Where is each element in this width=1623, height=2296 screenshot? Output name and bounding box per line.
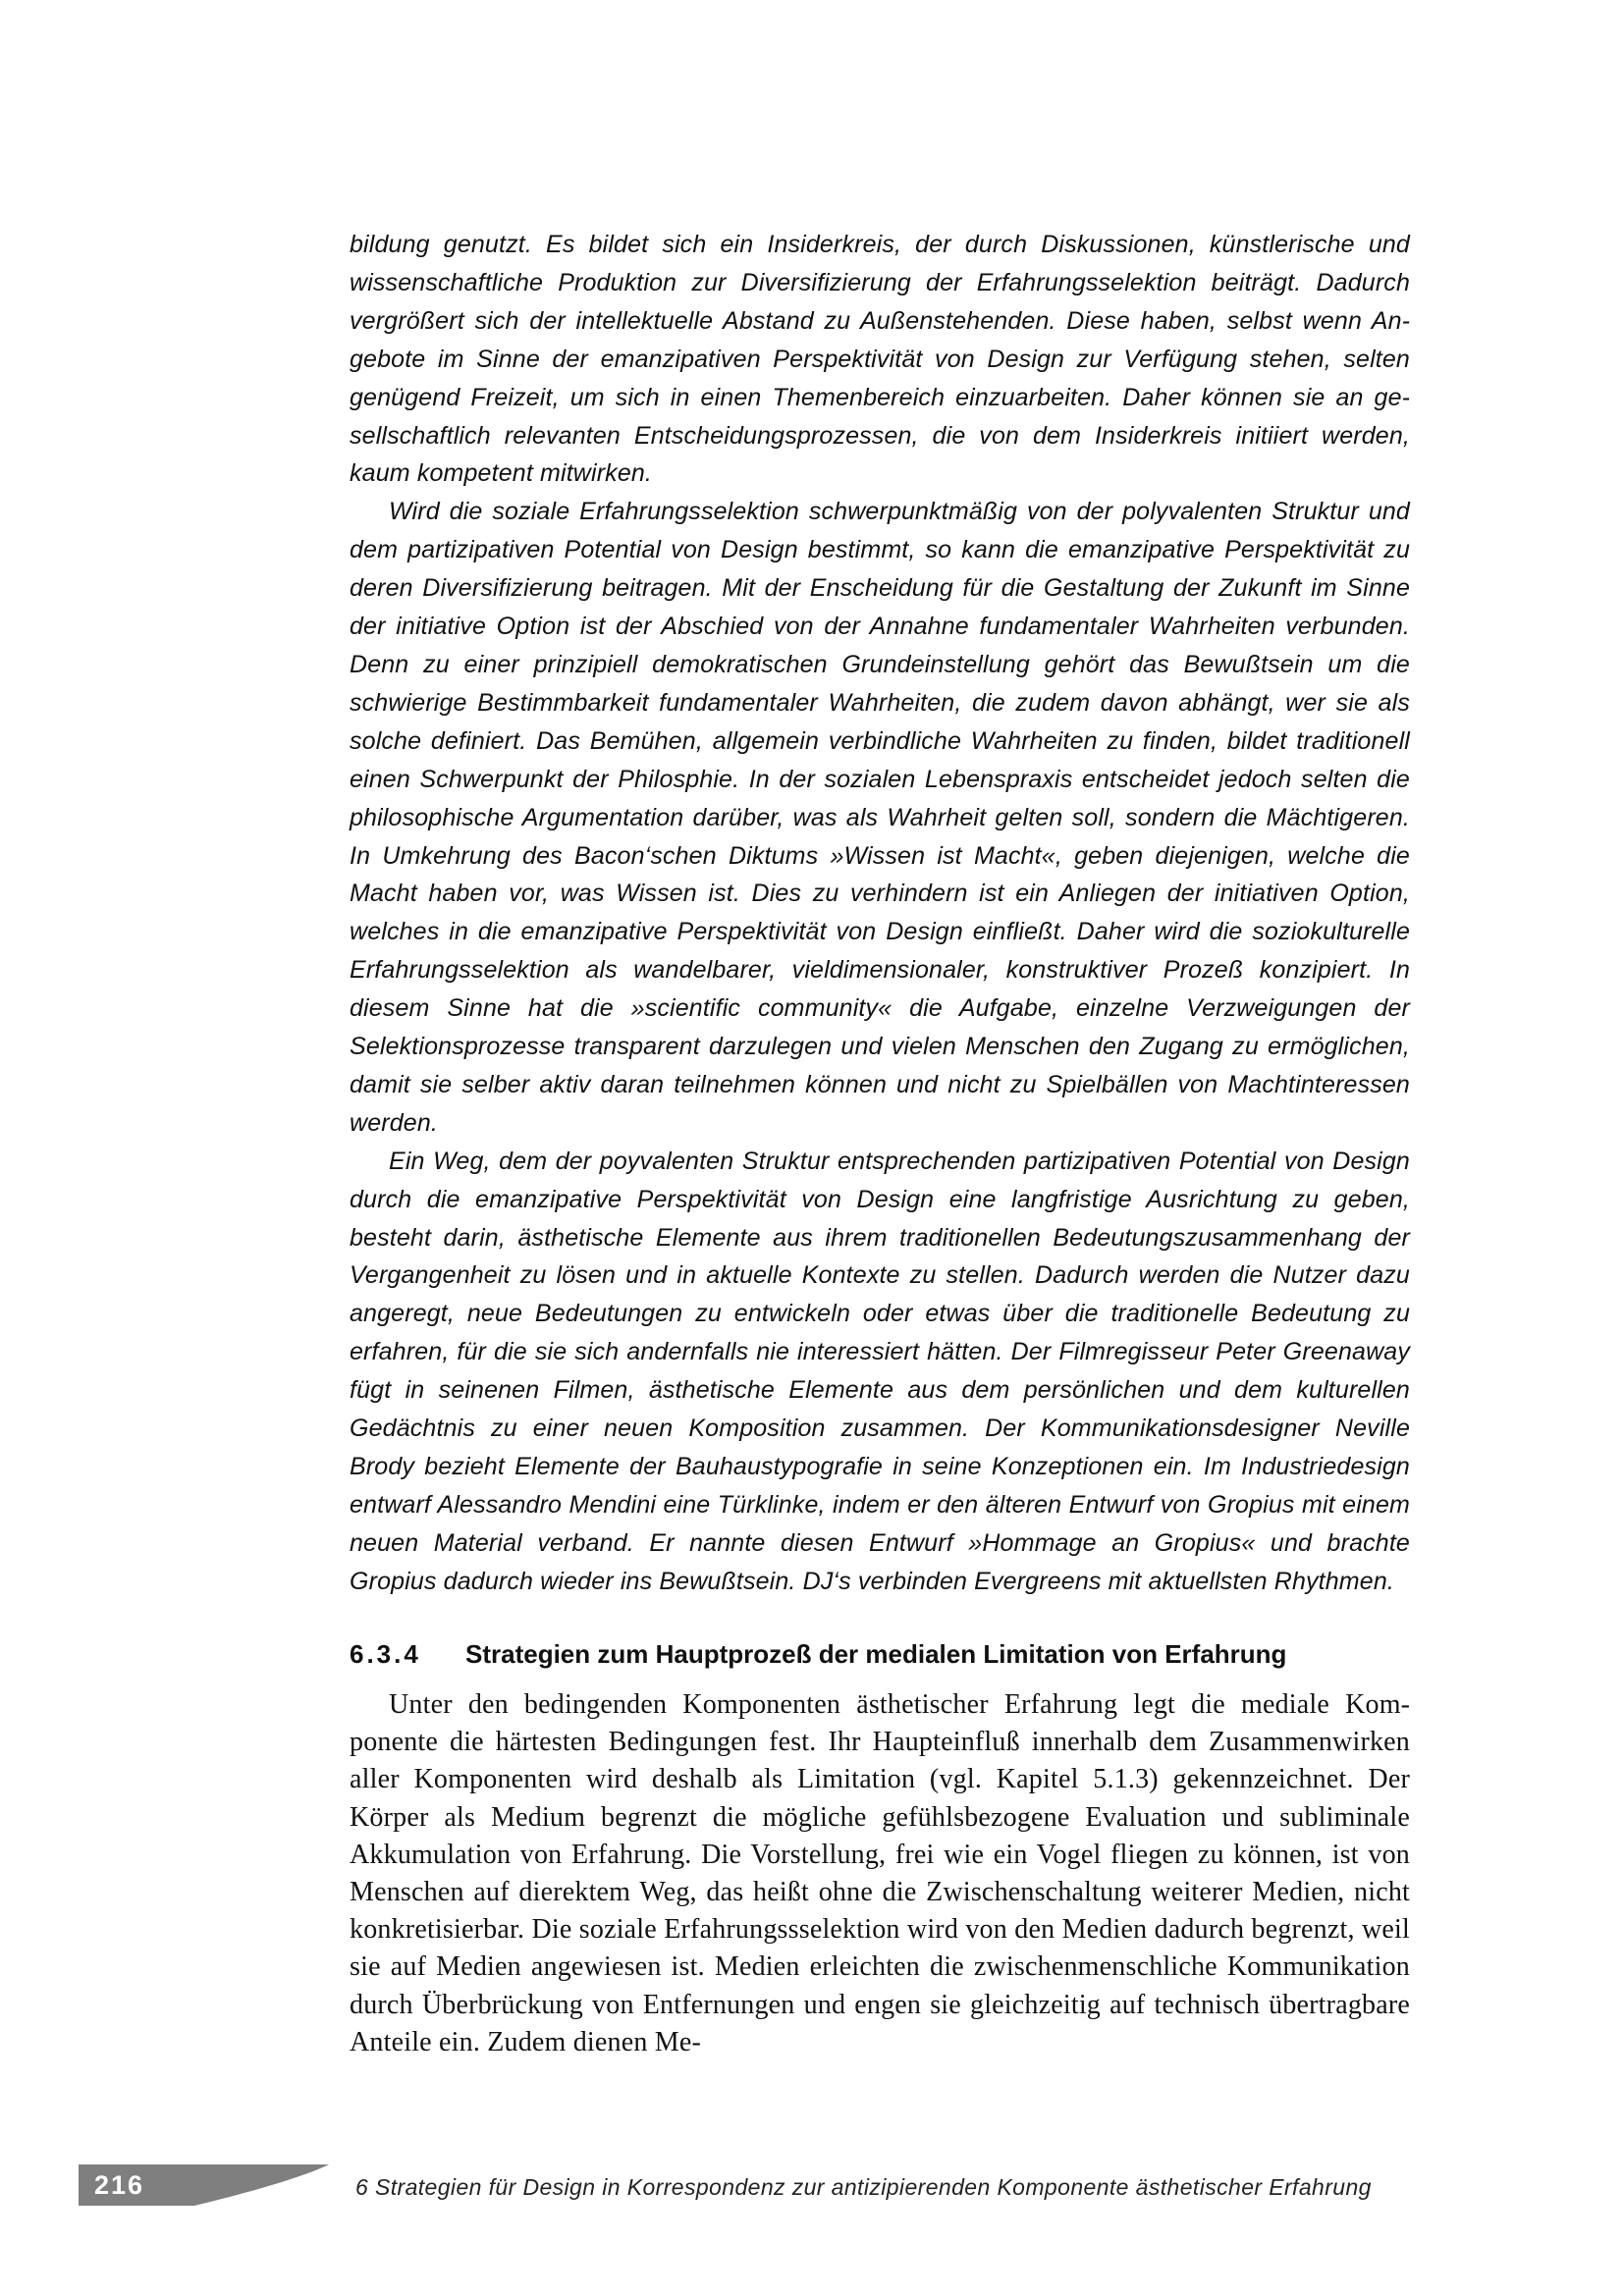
paragraph-continuation: bildung genutzt. Es bildet sich ein Insiderkreis, der durch Diskussionen, künstlerische und wissenschaftliche Produktion zur Diversifizierung der Erfahrungsselektion beiträgt. Dadurch vergrößert sich der intellektuelle Abstand zu Außenstehenden. Diese haben, selbst wenn Angebote im Sinne der emanzipativen Perspektivität von Design zur Verfügung stehen, selten genügend Freizeit, um sich in einen Themenbereich einzuarbeiten. Daher können sie an gesellschaftlich relevanten Entscheidungsprozessen, die von dem Insiderkreis initiiert werden, kaum kompetent mitwirken. <box>350 231 1410 488</box>
page-number: 216 <box>94 2170 145 2200</box>
paragraph-aesthetic-elements: Ein Weg, dem der poyvalenten Struktur entsprechenden partizipativen Potential von Design durch die emanzipative Perspektivität von Design eine langfristige Ausrichtung zu geben, besteht darin, ästhetische Elemente aus ihrem traditionellen Bedeutungszusammenhang der Vergangenheit zu lösen und in aktuelle Kontexte zu stellen. Dadurch werden die Nutzer dazu angeregt, neue Bedeutungen zu entwickeln oder etwas über die traditionelle Bedeutung zu erfahren, für die sie sich andernfalls nie interessiert hätten. Der Filmregisseur Peter Greenaway fügt in seinenen Filmen, ästhetische Elemente aus dem persönlichen und dem kulturellen Gedächtnis zu einer neuen Komposition zusammen. Der Kommunikationsdesigner Neville Brody bezieht Elemente der Bauhaustypografie in seine Konzeptionen ein. Im Industriedesign entwarf Alessandro Mendini eine Türklinke, indem er den älteren Entwurf von Gropius mit einem neuen Material verband. Er nannte diesen Entwurf »Hommage an Gropius« und brachte Gropius dadurch wieder ins Bewußtsein. DJ‘s verbinden Evergreens mit aktuellsten Rhythmen. <box>350 1147 1410 1595</box>
section-number: 6.3.4 <box>350 1639 421 1669</box>
running-footer-title: 6 Strategien für Design in Korrespondenz zur antizipierenden Komponente ästhetischer Erfahrung <box>355 2174 1372 2200</box>
italic-body-text <box>350 226 1410 1601</box>
section-heading <box>350 1637 1410 1671</box>
section-title: Strategien zum Hauptprozeß der medialen Limitation von Erfahrung <box>465 1639 1287 1669</box>
paragraph-media-limitation: Unter den bedingenden Komponenten ästhetischer Erfahrung legt die mediale Komponente die härtesten Bedingungen fest. Ihr Haupteinfluß innerhalb dem Zusammenwirken aller Komponenten wird deshalb als Limitation (vgl. Kapitel 5.1.3) gekennzeichnet. Der Körper als Medium begrenzt die mögliche gefühlsbezogene Evaluation und subliminale Akkumulation von Erfahrung. Die Vorstellung, frei wie ein Vogel fliegen zu können, ist von Menschen auf dierektem Weg, das heißt ohne die Zwischenschaltung weiterer Medien, nicht konkretisierbar. Die soziale Erfahrungssselektion wird von den Medien dadurch begrenzt, weil sie auf Medien angewiesen ist. Medien erleichten die zwischenmenschliche Kommunikation durch Überbrückung von Entfernungen und engen sie gleichzeitig auf technisch übertragbare Anteile ein. Zudem dienen Me- <box>350 1689 1410 2057</box>
serif-body-text <box>350 1686 1410 2061</box>
paragraph-social-selection: Wird die soziale Erfahrungsselektion schwerpunktmäßig von der polyvalenten Struktur und dem partizipativen Potential von Design bestimmt, so kann die emanzipative Perspektivität zu deren Diversifizierung beitragen. Mit der Enscheidung für die Gestaltung der Zukunft im Sinne der initiative Option ist der Abschied von der Annahne fundamentaler Wahrheiten verbunden. Denn zu einer prinzipiell demokratischen Grundeinstellung gehört das Bewußtsein um die schwierige Bestimmbarkeit fundamentaler Wahrheiten, die zudem davon abhängt, wer sie als solche definiert. Das Bemühen, allgemein verbindliche Wahrheiten zu finden, bildet traditionell einen Schwerpunkt der Philosphie. In der sozialen Lebenspraxis entscheidet jedoch selten die philosophische Argumentation darüber, was als Wahrheit gelten soll, sondern die Mächtigeren. In Umkehrung des Bacon‘schen Diktums »Wissen ist Macht«, geben diejenigen, welche die Macht haben vor, was Wissen ist. Dies zu verhindern ist ein Anliegen der initiativen Option, welches in die emanzipative Perspektivität von Design einfließt. Daher wird die soziokulturelle Erfahrungsselektion als wandelbarer, vieldimensionaler, konstruktiver Prozeß konzipiert. In diesem Sinne hat die »scientific community« die Aufgabe, einzelne Verzweigungen der Selektionsprozesse transparent darzulegen und vielen Menschen den Zugang zu ermöglichen, damit sie selber aktiv daran teilnehmen können und nicht zu Spielbällen von Machtinteressen werden. <box>350 498 1410 1137</box>
